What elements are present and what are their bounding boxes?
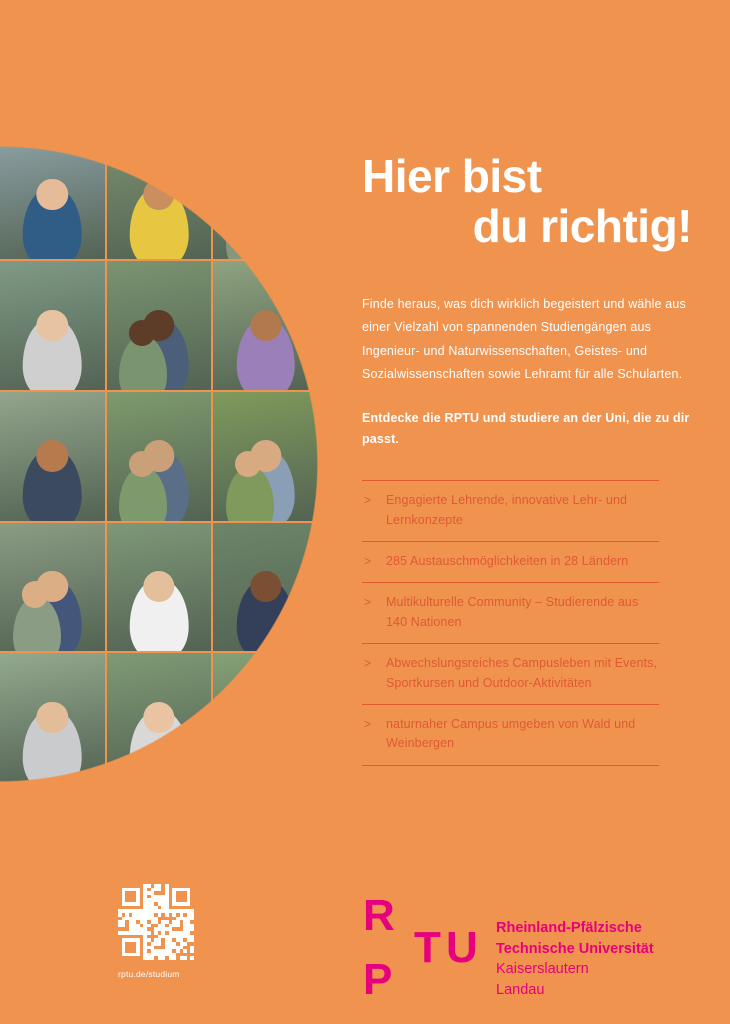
qr-code-caption: rptu.de/studium: [118, 969, 180, 979]
wordmark-line-3: Kaiserslautern: [496, 961, 589, 978]
list-item-label: Multikulturelle Community – Studierende aus 140 Nationen: [386, 595, 639, 629]
headline-line-1: Hier bist: [362, 150, 542, 202]
list-item-label: Engagierte Lehrende, innovative Lehr- und Lernkonzepte: [386, 493, 628, 527]
list-item-label: 285 Austauschmöglichkeiten in 28 Ländern: [386, 554, 629, 569]
wordmark-line-4: Landau: [496, 981, 545, 998]
photo-tile: [213, 523, 318, 652]
photo-tile: [107, 523, 212, 652]
rptu-wordmark: [496, 918, 676, 1000]
photo-tile: [107, 392, 212, 521]
logo-letter-r: R: [363, 891, 395, 940]
wordmark-line-2: Technische Universität: [496, 940, 654, 957]
chevron-right-icon: >: [364, 493, 372, 508]
list-item-label: naturnaher Campus umgeben von Wald und Weinbergen: [386, 716, 636, 751]
qr-code-block[interactable]: [118, 884, 204, 979]
photo-tile: [107, 653, 212, 782]
photo-tile: [213, 653, 318, 782]
logo-letter-u: U: [446, 923, 478, 972]
poster-content: [362, 0, 692, 766]
logo-letter-p: P: [363, 955, 393, 1004]
photo-tile: [213, 131, 318, 260]
page-title: [362, 0, 692, 251]
photo-tile: [107, 131, 212, 260]
chevron-right-icon: >: [364, 656, 372, 671]
list-item: [362, 481, 659, 542]
photo-tile: [0, 261, 105, 390]
chevron-right-icon: >: [364, 595, 372, 610]
list-item: [362, 644, 659, 705]
list-item-label: Abwechslungsreiches Campusleben mit Events, Sportkursen und Outdoor-Aktivitäten: [386, 656, 658, 690]
cta-paragraph: Entdecke die RPTU und studiere an der Uni, die zu dir passt.: [362, 410, 690, 447]
headline-line-2: du richtig!: [472, 199, 692, 252]
highlights-list: [362, 480, 659, 765]
photo-tile: [0, 523, 105, 652]
list-item: [362, 583, 659, 644]
photo-tile: [0, 131, 105, 260]
wordmark-line-1: Rheinland-Pfälzische: [496, 920, 642, 936]
chevron-right-icon: >: [364, 554, 372, 569]
rptu-logo-letters: [360, 890, 500, 1008]
photo-tile: [213, 392, 318, 521]
photo-mosaic: [0, 0, 318, 782]
photo-tile: [0, 0, 105, 129]
photo-mosaic-grid: [0, 0, 318, 782]
photo-tile: [213, 0, 318, 129]
photo-tile: [0, 392, 105, 521]
list-item: [362, 542, 659, 583]
photo-tile: [107, 261, 212, 390]
photo-tile: [107, 0, 212, 129]
photo-tile: [0, 653, 105, 782]
intro-paragraph: Finde heraus, was dich wirklich begeistert und wähle aus einer Vielzahl von spannenden Studiengängen aus Ingenieur- und Naturwissenschaften, Geistes- und Sozialwissenschaften sowie Lehramt für alle Schularten.: [362, 297, 686, 381]
list-item: [362, 705, 659, 766]
qr-code-icon[interactable]: [118, 884, 194, 960]
chevron-right-icon: >: [364, 716, 372, 731]
logo-letter-t: T: [414, 923, 441, 972]
rptu-logo: [360, 890, 670, 1010]
photo-tile: [213, 261, 318, 390]
